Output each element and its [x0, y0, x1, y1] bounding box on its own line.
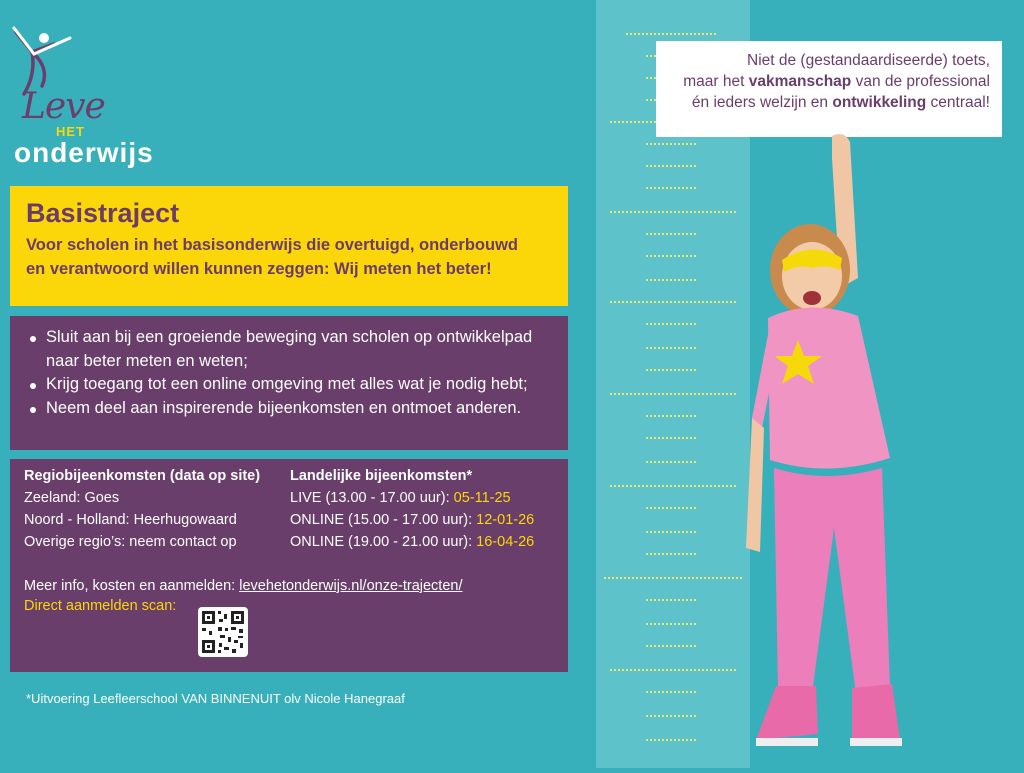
trajecten-link[interactable]: levehetonderwijs.nl/onze-trajecten/: [239, 578, 463, 594]
regio-item: Noord - Holland: Heerhugowaard: [24, 512, 237, 528]
benefit-item: Sluit aan bij een groeiende beweging van scholen op ontwikkelpad naar beter meten en weten;: [24, 326, 554, 373]
benefit-item: Krijg toegang tot een online omgeving met alles wat je nodig hebt;: [24, 373, 554, 397]
event-date: 16-04-26: [476, 534, 535, 550]
logo-het: HET: [56, 124, 85, 139]
footnote: *Uitvoering Leefleerschool VAN BINNENUIT olv Nicole Hanegraaf: [26, 691, 405, 706]
bullet-icon: [30, 383, 36, 389]
quote-line-1: Niet de (gestandaardiseerde) toets,: [747, 52, 990, 69]
subtitle-line-1: Voor scholen in het basisonderwijs die overtuigd, onderbouwd: [26, 236, 518, 254]
quote-box: [656, 41, 1002, 137]
regio-title: Regiobijeenkomsten (data op site): [24, 468, 261, 484]
logo: [10, 24, 200, 168]
regio-item: Zeeland: Goes: [24, 490, 120, 506]
landelijk-title: Landelijke bijeenkomsten*: [290, 468, 473, 484]
benefit-item: Neem deel aan inspirerende bijeenkomsten en ontmoet anderen.: [24, 397, 554, 421]
landelijk-column: [290, 465, 560, 553]
bullet-icon: [30, 407, 36, 413]
landelijk-item: ONLINE (15.00 - 17.00 uur): 12-01-26: [290, 512, 535, 528]
regio-column: [24, 465, 294, 553]
benefits-box: [10, 316, 568, 450]
direct-aanmelden-label: Direct aanmelden scan:: [24, 598, 177, 614]
basistraject-subtitle: [26, 233, 552, 281]
logo-leve: Leve: [22, 86, 105, 127]
qr-code[interactable]: [198, 607, 248, 657]
landelijk-item: LIVE (13.00 - 17.00 uur): 05-11-25: [290, 490, 511, 506]
meer-info-label: Meer info, kosten en aanmelden:: [24, 578, 240, 594]
event-date: 05-11-25: [453, 490, 511, 506]
event-date: 12-01-26: [476, 512, 535, 528]
benefits-list: [24, 326, 554, 420]
quote-line-2: maar het vakmanschap van de professional: [683, 73, 990, 90]
logo-onderwijs: onderwijs: [14, 137, 154, 168]
subtitle-line-2: en verantwoord willen kunnen zeggen: Wij meten het beter!: [26, 260, 492, 278]
basistraject-box: [10, 186, 568, 306]
regio-item: Overige regio’s: neem contact op: [24, 534, 237, 550]
superhero-girl-illustration: [740, 128, 920, 758]
bullet-icon: [30, 336, 36, 342]
quote-line-3: én ieders welzijn en ontwikkeling centraal!: [691, 94, 990, 111]
meer-info: [24, 575, 462, 597]
qr-code-icon: [198, 607, 248, 657]
events-box: [10, 459, 568, 672]
landelijk-item: ONLINE (19.00 - 21.00 uur): 16-04-26: [290, 534, 535, 550]
basistraject-title: Basistraject: [26, 198, 180, 228]
